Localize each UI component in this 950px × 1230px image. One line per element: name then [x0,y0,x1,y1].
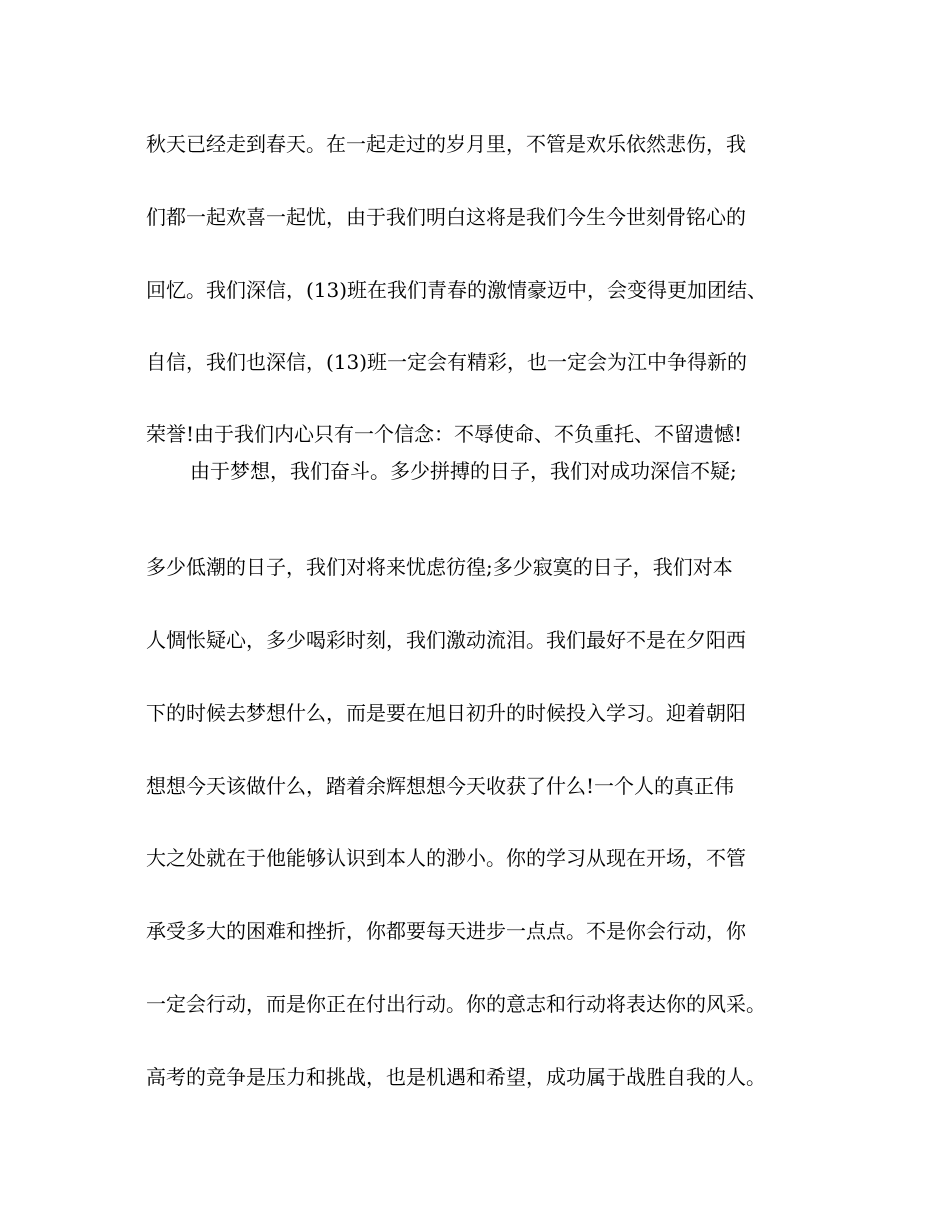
paragraph-2-line-1: 由于梦想，我们奋斗。多少拼搏的日子，我们对成功深信不疑; [190,459,737,483]
paragraph-2-line-4: 下的时候去梦想什么，而是要在旭日初升的时候投入学习。迎着朝阳 [146,701,746,725]
paragraph-2-line-3: 人惆怅疑心，多少喝彩时刻，我们激动流泪。我们最好不是在夕阳西 [146,628,746,652]
paragraph-1-line-1: 秋天已经走到春天。在一起走过的岁月里，不管是欢乐依然悲伤，我 [146,132,746,156]
paragraph-1-line-4: 自信，我们也深信，(13)班一定会有精彩，也一定会为江中争得新的 [146,350,748,374]
paragraph-1-line-5: 荣誉!由于我们内心只有一个信念：不辱使命、不负重托、不留遗憾! [146,422,743,446]
paragraph-2-line-7: 承受多大的困难和挫折，你都要每天进步一点点。不是你会行动，你 [146,919,746,943]
paragraph-2-line-5: 想想今天该做什么，踏着余辉想想今天收获了什么!一个人的真正伟 [146,774,735,798]
paragraph-2-line-9: 高考的竞争是压力和挑战，也是机遇和希望，成功属于战胜自我的人。 [146,1065,766,1089]
paragraph-1-line-2: 们都一起欢喜一起忧，由于我们明白这将是我们今生今世刻骨铭心的 [146,205,746,229]
paragraph-2-line-6: 大之处就在于他能够认识到本人的渺小。你的学习从现在开场，不管 [146,846,746,870]
paragraph-2-line-8: 一定会行动，而是你正在付出行动。你的意志和行动将表达你的风采。 [146,992,766,1016]
paragraph-1-line-3: 回忆。我们深信，(13)班在我们青春的激情豪迈中，会变得更加团结、 [146,278,768,302]
paragraph-2-line-2: 多少低潮的日子，我们对将来忧虑彷徨;多少寂寞的日子，我们对本 [146,555,733,579]
